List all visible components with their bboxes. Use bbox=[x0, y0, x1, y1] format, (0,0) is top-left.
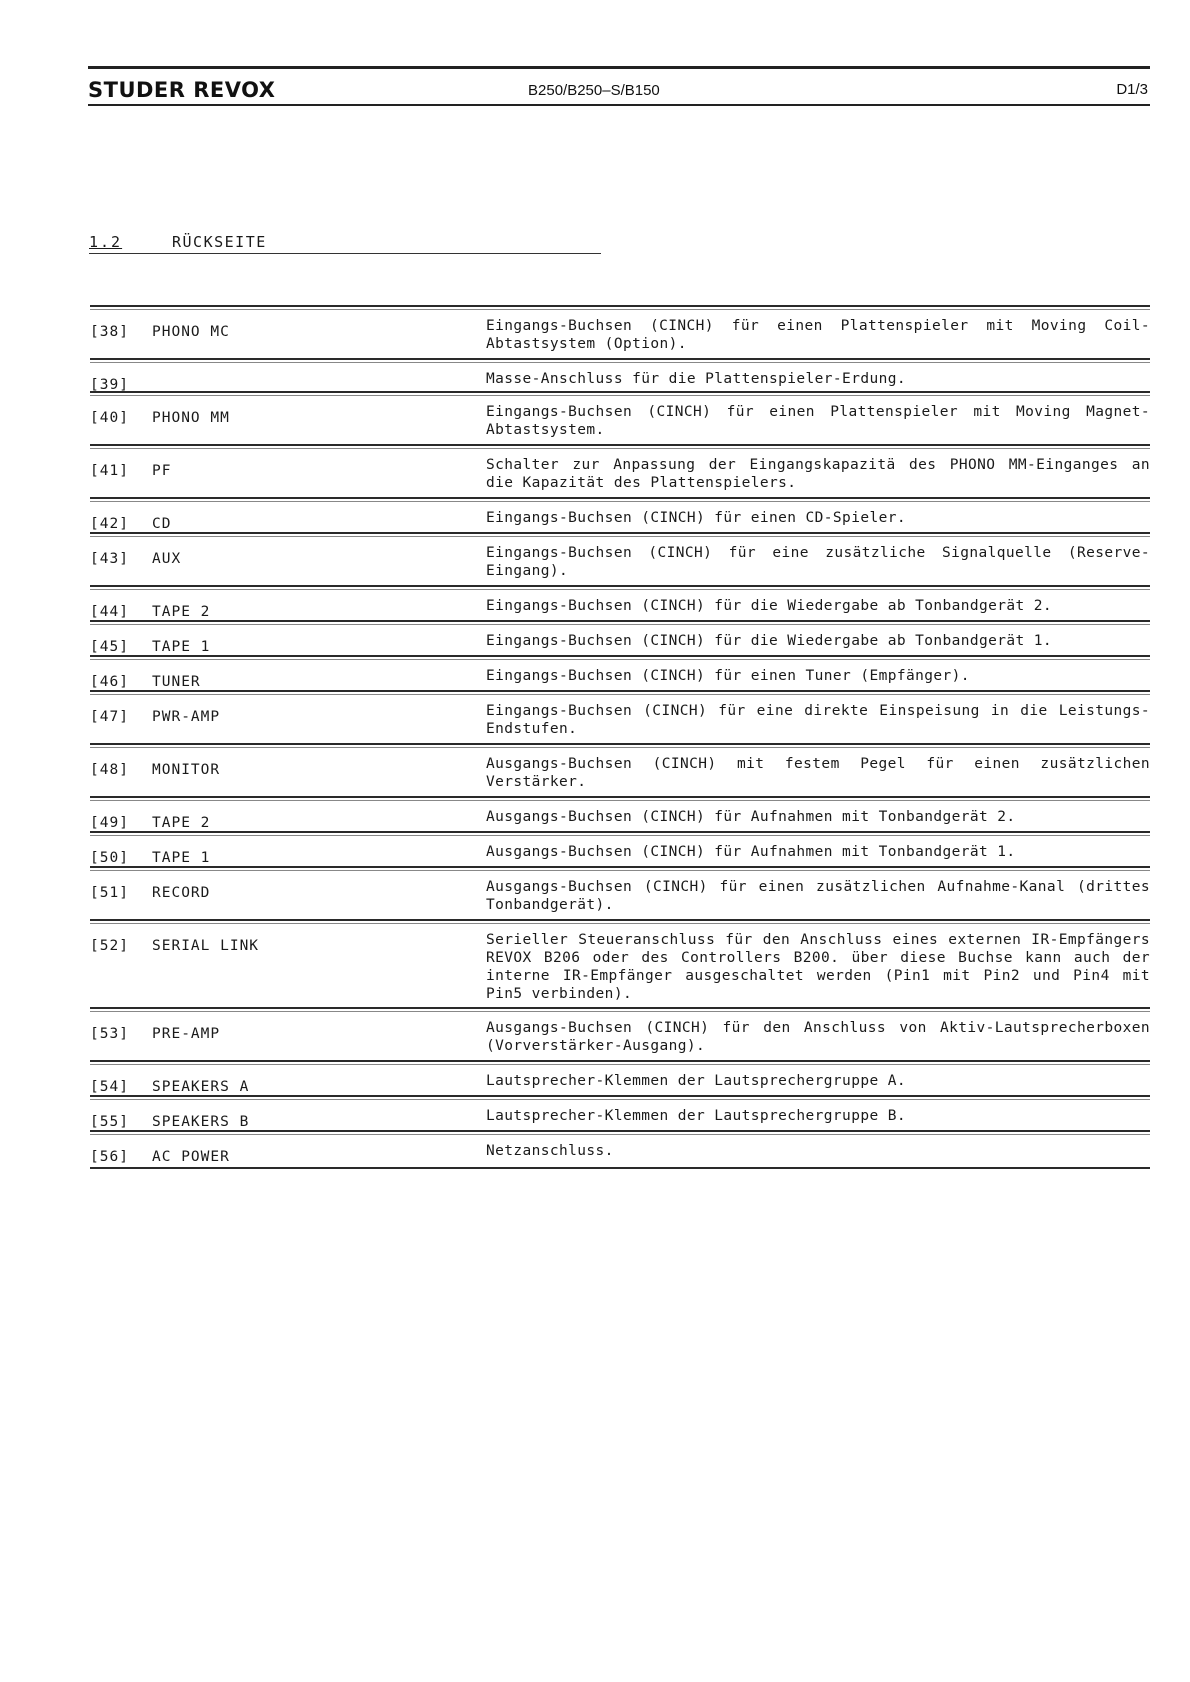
row-number: [54] bbox=[90, 1079, 129, 1095]
table-row bbox=[90, 1060, 1150, 1097]
row-name: AC POWER bbox=[152, 1149, 230, 1165]
row-name: PRE-AMP bbox=[152, 1026, 221, 1042]
row-number: [39] bbox=[90, 377, 129, 393]
row-name: TAPE 1 bbox=[152, 850, 211, 866]
row-name: RECORD bbox=[152, 885, 211, 901]
row-number: [43] bbox=[90, 551, 129, 567]
table-row bbox=[90, 796, 1150, 833]
row-name: PF bbox=[152, 463, 172, 479]
row-description: Eingangs-Buchsen (CINCH) für einen Plattenspieler mit Moving Coil-Abtastsystem (Option). bbox=[486, 318, 1150, 352]
table-row bbox=[90, 305, 1150, 360]
section-number: 1.2 bbox=[89, 233, 123, 251]
row-description: Netzanschluss. bbox=[486, 1143, 614, 1159]
row-name: SPEAKERS A bbox=[152, 1079, 250, 1095]
row-description: Ausgangs-Buchsen (CINCH) für Aufnahmen mit Tonbandgerät 1. bbox=[486, 844, 1016, 860]
row-description: Eingangs-Buchsen (CINCH) für eine direkte Einspeisung in die Leistungs-Endstufen. bbox=[486, 703, 1150, 737]
row-number: [53] bbox=[90, 1026, 129, 1042]
row-number: [49] bbox=[90, 815, 129, 831]
table-row bbox=[90, 1007, 1150, 1062]
row-name: TUNER bbox=[152, 674, 201, 690]
section-title: RÜCKSEITE bbox=[172, 233, 267, 251]
row-description: Eingangs-Buchsen (CINCH) für die Wiedergabe ab Tonbandgerät 1. bbox=[486, 633, 1053, 649]
row-name: MONITOR bbox=[152, 762, 221, 778]
table-row bbox=[90, 444, 1150, 499]
table-row bbox=[90, 743, 1150, 798]
row-number: [41] bbox=[90, 463, 129, 479]
table-row bbox=[90, 1095, 1150, 1132]
table-row bbox=[90, 391, 1150, 446]
row-description: Ausgangs-Buchsen (CINCH) für den Anschluss von Aktiv-Lautsprecherboxen (Vorverstärker-Ausgang). bbox=[486, 1020, 1150, 1054]
row-description: Serieller Steueranschluss für den Anschluss eines externen IR-Empfängers REVOX B206 oder des Controllers B200. über diese Buchse kann auch der interne IR-Empfänger ausgeschaltet werden (Pin1 mit Pin2 und Pin4 mit Pin5 verbinden). bbox=[486, 932, 1150, 1002]
page-number: D1/3 bbox=[1116, 81, 1148, 98]
row-description: Ausgangs-Buchsen (CINCH) für Aufnahmen mit Tonbandgerät 2. bbox=[486, 809, 1016, 825]
row-name: PWR-AMP bbox=[152, 709, 221, 725]
table-row bbox=[90, 690, 1150, 745]
row-number: [42] bbox=[90, 516, 129, 532]
row-description: Lautsprecher-Klemmen der Lautsprechergruppe A. bbox=[486, 1073, 906, 1089]
row-name: CD bbox=[152, 516, 172, 532]
row-number: [50] bbox=[90, 850, 129, 866]
table-row bbox=[90, 831, 1150, 868]
row-name: PHONO MC bbox=[152, 324, 230, 340]
row-name: TAPE 2 bbox=[152, 604, 211, 620]
table-row bbox=[90, 585, 1150, 622]
section-heading bbox=[89, 231, 601, 254]
row-number: [44] bbox=[90, 604, 129, 620]
table-row bbox=[90, 532, 1150, 587]
row-description: Ausgangs-Buchsen (CINCH) für einen zusätzlichen Aufnahme-Kanal (drittes Tonbandgerät). bbox=[486, 879, 1150, 913]
table-row bbox=[90, 655, 1150, 692]
brand-logo: STUDER REVOX bbox=[88, 78, 276, 102]
row-number: [40] bbox=[90, 410, 129, 426]
header-rule-top bbox=[88, 66, 1150, 69]
row-description: Ausgangs-Buchsen (CINCH) mit festem Pegel für einen zusätzlichen Verstärker. bbox=[486, 756, 1150, 790]
table-row bbox=[90, 919, 1150, 1009]
table-row bbox=[90, 497, 1150, 534]
table-row bbox=[90, 1130, 1150, 1169]
row-description: Eingangs-Buchsen (CINCH) für einen CD-Spieler. bbox=[486, 510, 906, 526]
row-description: Eingangs-Buchsen (CINCH) für die Wiedergabe ab Tonbandgerät 2. bbox=[486, 598, 1053, 614]
row-number: [48] bbox=[90, 762, 129, 778]
row-number: [47] bbox=[90, 709, 129, 725]
row-description: Eingangs-Buchsen (CINCH) für eine zusätzliche Signalquelle (Reserve-Eingang). bbox=[486, 545, 1150, 579]
row-name: SERIAL LINK bbox=[152, 938, 260, 954]
row-number: [56] bbox=[90, 1149, 129, 1165]
table-row bbox=[90, 866, 1150, 921]
row-name: AUX bbox=[152, 551, 182, 567]
row-description: Masse-Anschluss für die Plattenspieler-Erdung. bbox=[486, 371, 906, 387]
row-number: [46] bbox=[90, 674, 129, 690]
model-number: B250/B250–S/B150 bbox=[528, 82, 660, 99]
table-row bbox=[90, 620, 1150, 657]
row-number: [52] bbox=[90, 938, 129, 954]
row-description: Lautsprecher-Klemmen der Lautsprechergruppe B. bbox=[486, 1108, 906, 1124]
row-description: Eingangs-Buchsen (CINCH) für einen Plattenspieler mit Moving Magnet-Abtastsystem. bbox=[486, 404, 1150, 438]
row-name: TAPE 2 bbox=[152, 815, 211, 831]
row-description: Schalter zur Anpassung der Eingangskapazitä des PHONO MM-Einganges an die Kapazität des Plattenspielers. bbox=[486, 457, 1150, 491]
row-number: [51] bbox=[90, 885, 129, 901]
row-name: SPEAKERS B bbox=[152, 1114, 250, 1130]
row-description: Eingangs-Buchsen (CINCH) für einen Tuner (Empfänger). bbox=[486, 668, 970, 684]
row-name: PHONO MM bbox=[152, 410, 230, 426]
row-number: [45] bbox=[90, 639, 129, 655]
row-number: [55] bbox=[90, 1114, 129, 1130]
table-row bbox=[90, 358, 1150, 393]
row-number: [38] bbox=[90, 324, 129, 340]
header-rule-bottom bbox=[88, 104, 1150, 106]
row-name: TAPE 1 bbox=[152, 639, 211, 655]
